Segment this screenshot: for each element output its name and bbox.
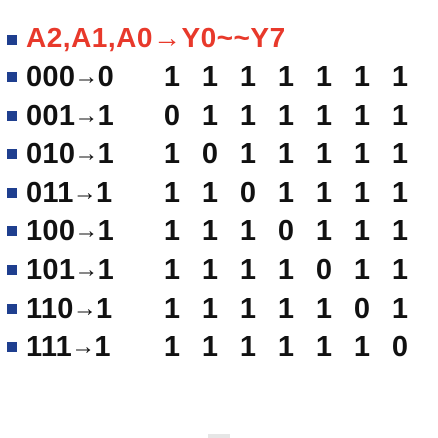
row-output-first: 1 <box>94 331 111 364</box>
row-bit: 1 <box>391 138 409 171</box>
row-bit: 1 <box>391 215 409 248</box>
row-input-code: 100 <box>26 215 76 248</box>
row-bit: 1 <box>239 215 257 248</box>
square-bullet-icon <box>7 304 17 314</box>
table-row <box>0 211 438 251</box>
table-row <box>0 289 438 329</box>
row-code <box>26 250 114 290</box>
row-bit: 0 <box>353 292 371 325</box>
row-bit: 1 <box>277 292 295 325</box>
row-code <box>26 289 112 329</box>
row-bit: 1 <box>353 138 371 171</box>
row-bit: 1 <box>163 138 181 171</box>
row-bit: 1 <box>201 292 219 325</box>
arrow-icon: → <box>74 217 99 245</box>
row-input-code: 011 <box>26 176 74 209</box>
row-output-first: 1 <box>97 99 115 132</box>
row-bit: 1 <box>353 99 371 132</box>
arrow-icon: → <box>74 140 99 168</box>
arrow-icon: → <box>74 63 99 90</box>
bottom-edge-mark <box>208 434 230 438</box>
square-bullet-icon <box>7 111 17 121</box>
row-bit: 1 <box>163 176 181 209</box>
square-bullet-icon <box>7 72 17 82</box>
row-bit: 1 <box>163 292 181 325</box>
arrow-icon: → <box>74 256 99 283</box>
row-bit: 1 <box>315 331 333 364</box>
row-input-code: 000 <box>26 61 76 93</box>
row-output-first: 1 <box>96 292 113 325</box>
table-row <box>0 250 438 290</box>
arrow-icon: → <box>74 101 99 129</box>
row-bit: 1 <box>315 99 333 132</box>
row-bit: 1 <box>239 254 257 286</box>
row-input-code: 101 <box>26 254 76 286</box>
row-input-code: 010 <box>26 138 76 171</box>
square-bullet-icon <box>7 226 17 236</box>
arrow-icon: → <box>72 178 97 206</box>
row-bit: 1 <box>391 99 409 132</box>
row-input-code: 111 <box>26 331 73 364</box>
row-bit: 1 <box>277 176 295 209</box>
row-bit: 1 <box>201 331 219 364</box>
row-bit: 1 <box>353 215 371 248</box>
row-bit: 0 <box>315 254 333 286</box>
row-bit: 1 <box>391 61 409 93</box>
row-bit: 1 <box>163 331 181 364</box>
row-bit: 1 <box>163 254 181 286</box>
row-input-code: 110 <box>26 292 74 325</box>
arrow-icon: → <box>72 294 97 322</box>
square-bullet-icon <box>7 35 17 45</box>
row-output-first: 1 <box>97 215 115 248</box>
row-bit: 0 <box>391 331 409 364</box>
square-bullet-icon <box>7 265 17 275</box>
row-code <box>26 96 114 136</box>
row-bit: 1 <box>239 138 257 171</box>
row-bit: 1 <box>315 138 333 171</box>
square-bullet-icon <box>7 149 17 159</box>
table-row <box>0 57 438 97</box>
row-code <box>26 57 114 97</box>
row-bit: 1 <box>315 215 333 248</box>
row-bit: 1 <box>201 99 219 132</box>
row-bit: 0 <box>163 99 181 132</box>
row-output-first: 1 <box>97 138 115 171</box>
row-bit: 1 <box>391 292 409 325</box>
row-bit: 1 <box>201 254 219 286</box>
row-code <box>26 327 111 367</box>
slide-title: A2,A1,A0→Y0~~Y7 <box>26 22 286 53</box>
square-bullet-icon <box>7 188 17 198</box>
row-bit: 1 <box>353 176 371 209</box>
row-bit: 1 <box>239 61 257 93</box>
row-bit: 1 <box>277 331 295 364</box>
row-bit: 1 <box>315 292 333 325</box>
row-bit: 1 <box>391 176 409 209</box>
row-bit: 1 <box>201 215 219 248</box>
row-bit: 1 <box>353 254 371 286</box>
row-bit: 1 <box>277 61 295 93</box>
row-bit: 1 <box>277 254 295 286</box>
row-bit: 1 <box>239 292 257 325</box>
row-output-first: 0 <box>97 61 115 93</box>
title-line <box>0 18 438 58</box>
row-bit: 1 <box>239 99 257 132</box>
square-bullet-icon <box>7 342 17 352</box>
row-bit: 1 <box>315 176 333 209</box>
arrow-icon: → <box>71 333 96 361</box>
row-code <box>26 173 112 213</box>
table-row <box>0 96 438 136</box>
row-bit: 1 <box>163 215 181 248</box>
row-input-code: 001 <box>26 99 76 132</box>
table-row <box>0 327 438 367</box>
table-row <box>0 173 438 213</box>
row-bit: 1 <box>391 254 409 286</box>
row-bit: 1 <box>163 61 181 93</box>
row-bit: 1 <box>239 331 257 364</box>
row-bit: 1 <box>201 61 219 93</box>
row-bit: 1 <box>277 138 295 171</box>
row-output-first: 1 <box>96 176 113 209</box>
row-bit: 1 <box>315 61 333 93</box>
row-bit: 1 <box>201 176 219 209</box>
row-bit: 1 <box>277 99 295 132</box>
row-bit: 0 <box>201 138 219 171</box>
row-code <box>26 134 114 174</box>
row-bit: 0 <box>277 215 295 248</box>
row-bit: 1 <box>353 331 371 364</box>
row-output-first: 1 <box>97 254 115 286</box>
row-bit: 0 <box>239 176 257 209</box>
row-bit: 1 <box>353 61 371 93</box>
row-code <box>26 211 114 251</box>
table-row <box>0 134 438 174</box>
